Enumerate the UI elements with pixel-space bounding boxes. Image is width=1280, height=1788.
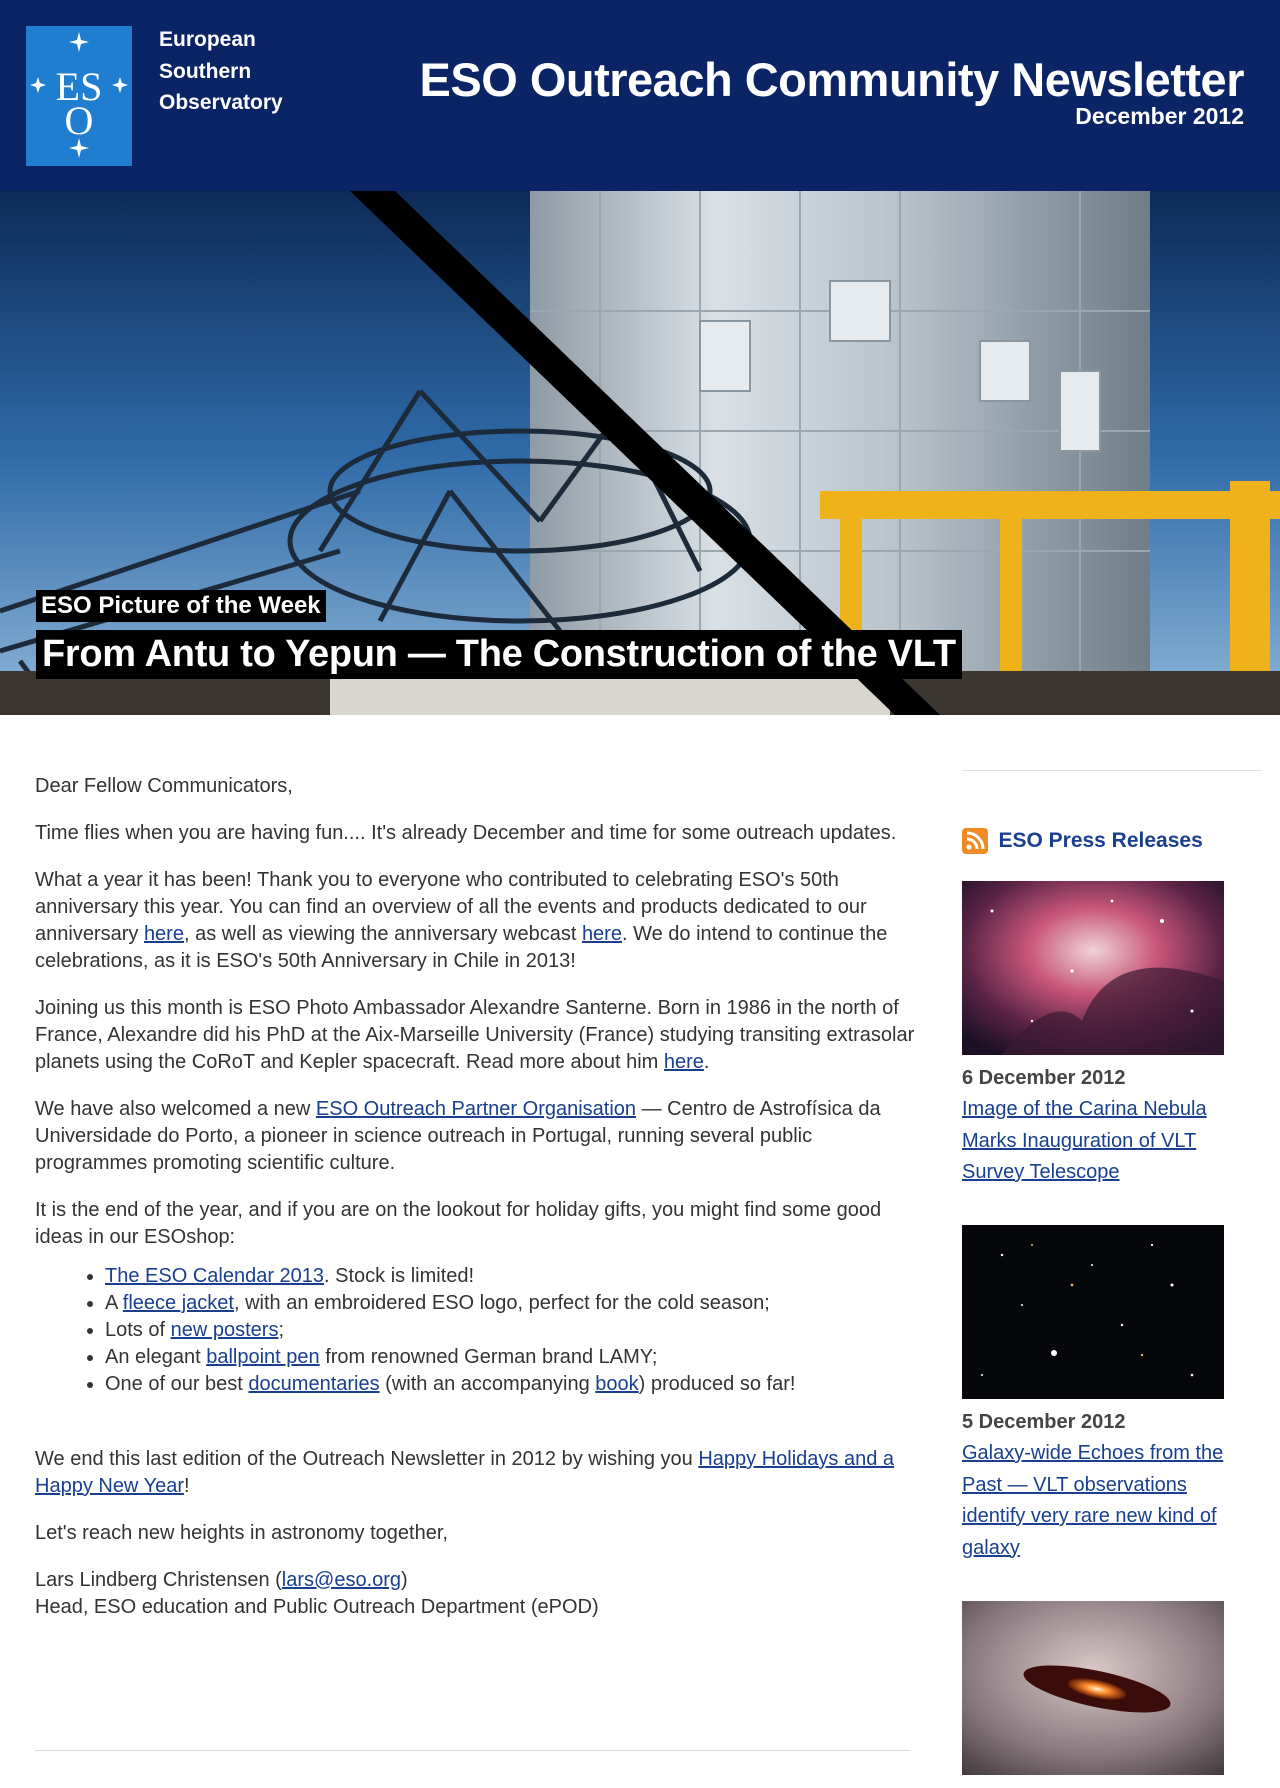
newsletter-date: December 2012 [1075, 103, 1244, 129]
shop-list [35, 1263, 915, 1398]
divider [962, 770, 1262, 771]
list-text: . Stock is limited! [324, 1265, 475, 1287]
press-releases-heading[interactable] [962, 828, 1203, 856]
newsletter-body [0, 715, 1280, 1788]
paragraph-3 [35, 995, 915, 1076]
signature-name: Lars Lindberg Christensen ( [35, 1569, 282, 1591]
newsletter-title: ESO Outreach Community Newsletter [419, 53, 1244, 106]
list-item [105, 1263, 915, 1290]
list-text: ; [278, 1319, 285, 1341]
list-item [105, 1290, 915, 1317]
fleece-jacket-link[interactable]: fleece jacket [122, 1292, 234, 1314]
paragraph-1: Time flies when you are having fun.... It's already December and time for some outreach updates. [35, 822, 897, 844]
divider [35, 1750, 910, 1751]
press-release-item [962, 1601, 1252, 1775]
happy-holidays-link[interactable]: Happy Holidays and a Happy New Year [35, 1448, 895, 1497]
paragraph-6 [35, 1446, 915, 1500]
list-item [105, 1344, 915, 1371]
list-text: An elegant [105, 1346, 207, 1368]
press-release-item [962, 881, 1252, 1189]
p4-text-a: We have also welcomed a new [35, 1098, 316, 1120]
p4-text-b: — Centro de Astrofísica da Universidade do Porto, a pioneer in science outreach in Portugal, running several public programmes promoting scientific culture. [35, 1098, 881, 1174]
list-text: ) produced so far! [638, 1373, 796, 1395]
list-text: from renowned German brand LAMY; [319, 1346, 658, 1368]
list-text: (with an accompanying [379, 1373, 596, 1395]
press-release-link[interactable]: Galaxy-wide Echoes from the Past — VLT observations identify very rare new kind of galaxy [962, 1442, 1224, 1559]
ambassador-link[interactable]: here [663, 1051, 704, 1073]
editorial-letter [35, 773, 915, 1621]
anniversary-webcast-link[interactable]: here [581, 923, 622, 945]
signature-close: ) [401, 1569, 408, 1591]
carina-nebula-thumbnail[interactable] [962, 881, 1224, 1055]
p6-text-a: We end this last edition of the Outreach Newsletter in 2012 by wishing you [35, 1448, 699, 1470]
greeting: Dear Fellow Communicators, [35, 775, 293, 797]
list-text: , with an embroidered ESO logo, perfect for the cold season; [233, 1292, 770, 1314]
press-release-link[interactable]: Image of the Carina Nebula Marks Inauguration of VLT Survey Telescope [962, 1098, 1207, 1183]
p2-text-b: , as well as viewing the anniversary webcast [183, 923, 582, 945]
org-line-2: Southern [159, 59, 252, 83]
documentaries-link[interactable]: documentaries [248, 1373, 380, 1395]
logo-letter-o: O [64, 98, 94, 143]
p6-text-b: ! [183, 1475, 190, 1497]
press-releases-title: ESO Press Releases [998, 829, 1203, 852]
hero-title[interactable]: From Antu to Yepun — The Construction of the VLT [36, 630, 962, 679]
new-posters-link[interactable]: new posters [170, 1319, 279, 1341]
anniversary-overview-link[interactable]: here [143, 923, 184, 945]
list-text: A [105, 1292, 123, 1314]
press-release-item [962, 1225, 1252, 1564]
list-text: One of our best [105, 1373, 249, 1395]
picture-of-week-label: ESO Picture of the Week [36, 590, 326, 622]
organization-name [159, 24, 283, 119]
press-release-date: 6 December 2012 [962, 1067, 1126, 1089]
newsletter-header [0, 0, 1280, 191]
press-release-date: 5 December 2012 [962, 1411, 1126, 1433]
partner-organisation-link[interactable]: ESO Outreach Partner Organisation [315, 1098, 637, 1120]
calendar-link[interactable]: The ESO Calendar 2013 [105, 1265, 325, 1287]
eso-logo-icon [26, 26, 132, 166]
paragraph-7: Let's reach new heights in astronomy together, [35, 1522, 448, 1544]
list-item [105, 1371, 915, 1398]
email-link[interactable]: lars@eso.org [281, 1569, 402, 1591]
signature-title: Head, ESO education and Public Outreach Department (ePOD) [35, 1596, 599, 1618]
logo-letters-es: ES [55, 64, 103, 109]
paragraph-5: It is the end of the year, and if you are on the lookout for holiday gifts, you might find some good ideas in our ESOshop: [35, 1199, 882, 1248]
signature [35, 1567, 915, 1621]
org-line-1: European [159, 28, 256, 51]
p3-text-b: . [703, 1051, 710, 1073]
list-item [105, 1317, 915, 1344]
rss-icon[interactable] [962, 828, 988, 854]
ballpoint-pen-link[interactable]: ballpoint pen [206, 1346, 320, 1368]
book-link[interactable]: book [595, 1373, 639, 1395]
eso-logo[interactable] [26, 26, 132, 166]
org-line-3: Observatory [159, 91, 283, 114]
p2-text-c: . We do intend to continue the celebrations, as it is ESO's 50th Anniversary in Chile in 2013! [35, 923, 888, 972]
paragraph-2 [35, 867, 915, 975]
starfield-thumbnail[interactable] [962, 1225, 1224, 1399]
p2-text-a: What a year it has been! Thank you to everyone who contributed to celebrating ESO's 50th anniversary this year. You can find an overview of all the events and products dedicated to our anniversary [35, 869, 867, 945]
paragraph-4 [35, 1096, 915, 1177]
protoplanetary-disk-thumbnail[interactable] [962, 1601, 1224, 1775]
list-text: Lots of [105, 1319, 171, 1341]
p3-text-a: Joining us this month is ESO Photo Ambassador Alexandre Santerne. Born in 1986 in the north of France, Alexandre did his PhD at the Aix-Marseille University (France) studying transiting extrasolar planets using the CoRoT and Kepler spacecraft. Read more about him [35, 997, 915, 1073]
